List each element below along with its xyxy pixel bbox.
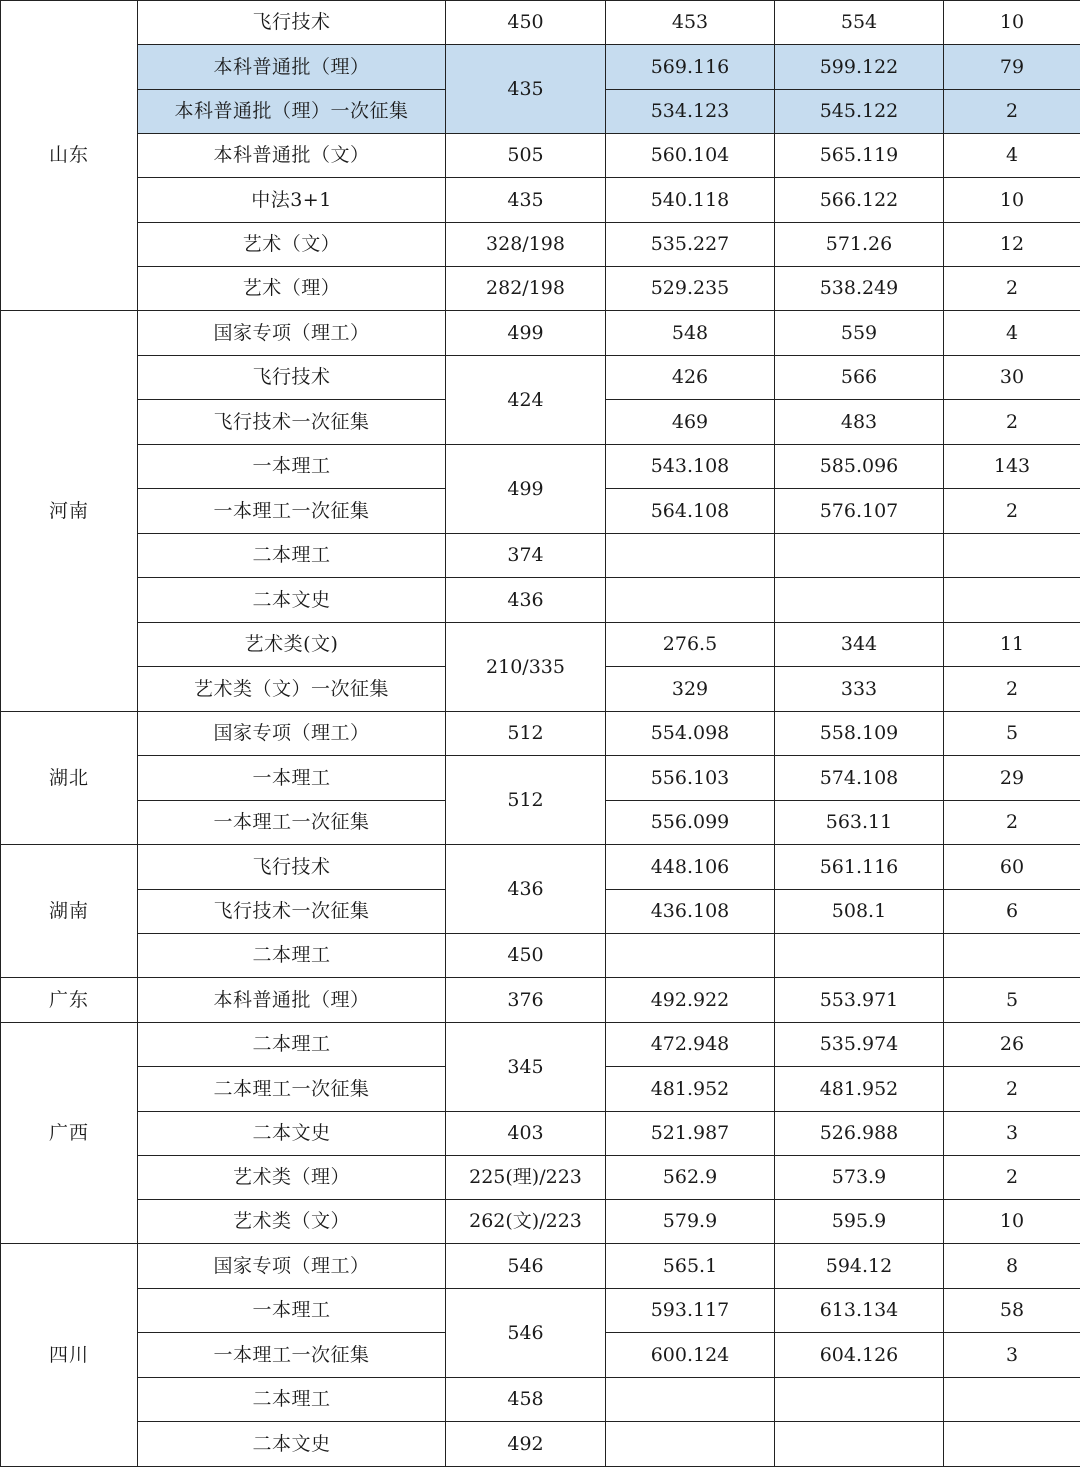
category-cell: 艺术（理） [138, 267, 446, 311]
category-cell: 国家专项（理工） [138, 1244, 446, 1289]
max-score-cell [775, 934, 944, 978]
min-score-cell: 436.108 [606, 890, 775, 934]
table-row [1, 978, 1080, 1023]
control-line-cell: 499 [446, 445, 606, 534]
category-cell: 二本文史 [138, 578, 446, 623]
max-score-cell: 333 [775, 667, 944, 712]
max-score-cell: 604.126 [775, 1333, 944, 1378]
control-line-cell: 546 [446, 1289, 606, 1378]
category-cell: 一本理工 [138, 445, 446, 489]
table-row [1, 1, 1080, 45]
min-score-cell: 593.117 [606, 1289, 775, 1333]
min-score-cell: 529.235 [606, 267, 775, 311]
min-score-cell: 562.9 [606, 1156, 775, 1200]
max-score-cell: 535.974 [775, 1023, 944, 1067]
max-score-cell: 526.988 [775, 1112, 944, 1156]
min-score-cell: 569.116 [606, 45, 775, 90]
admitted-count-cell: 11 [944, 623, 1080, 667]
table-row [1, 311, 1080, 356]
table-row [1, 1200, 1080, 1244]
max-score-cell: 594.12 [775, 1244, 944, 1289]
category-cell: 一本理工一次征集 [138, 1333, 446, 1378]
category-cell: 飞行技术 [138, 356, 446, 400]
category-cell: 艺术类（理） [138, 1156, 446, 1200]
province-cell: 广西 [1, 1023, 138, 1244]
table-row [1, 1422, 1080, 1467]
category-cell: 二本文史 [138, 1422, 446, 1467]
admitted-count-cell: 60 [944, 845, 1080, 890]
admitted-count-cell: 5 [944, 978, 1080, 1023]
province-cell: 山东 [1, 1, 138, 311]
min-score-cell: 543.108 [606, 445, 775, 489]
max-score-cell [775, 1378, 944, 1422]
min-score-cell: 548 [606, 311, 775, 356]
min-score-cell: 556.103 [606, 756, 775, 801]
min-score-cell: 565.1 [606, 1244, 775, 1289]
admitted-count-cell: 26 [944, 1023, 1080, 1067]
category-cell: 飞行技术一次征集 [138, 400, 446, 445]
control-line-cell: 458 [446, 1378, 606, 1422]
control-line-cell: 435 [446, 178, 606, 223]
category-cell: 艺术（文） [138, 223, 446, 267]
admitted-count-cell: 58 [944, 1289, 1080, 1333]
admitted-count-cell [944, 534, 1080, 578]
category-cell: 二本理工 [138, 534, 446, 578]
table-row [1, 1378, 1080, 1422]
control-line-cell: 499 [446, 311, 606, 356]
max-score-cell: 613.134 [775, 1289, 944, 1333]
admitted-count-cell: 2 [944, 1156, 1080, 1200]
admitted-count-cell [944, 578, 1080, 623]
province-cell: 湖北 [1, 712, 138, 845]
table-row [1, 267, 1080, 311]
province-cell: 河南 [1, 311, 138, 712]
admitted-count-cell: 2 [944, 1067, 1080, 1112]
table-row [1, 1289, 1080, 1333]
control-line-cell: 376 [446, 978, 606, 1023]
admitted-count-cell: 2 [944, 90, 1080, 134]
category-cell: 一本理工一次征集 [138, 489, 446, 534]
max-score-cell: 538.249 [775, 267, 944, 311]
control-line-cell: 505 [446, 134, 606, 178]
min-score-cell: 560.104 [606, 134, 775, 178]
category-cell: 二本理工 [138, 1378, 446, 1422]
max-score-cell: 565.119 [775, 134, 944, 178]
min-score-cell: 554.098 [606, 712, 775, 756]
max-score-cell: 599.122 [775, 45, 944, 90]
max-score-cell: 595.9 [775, 1200, 944, 1244]
province-cell: 湖南 [1, 845, 138, 978]
control-line-cell: 546 [446, 1244, 606, 1289]
max-score-cell: 585.096 [775, 445, 944, 489]
min-score-cell: 481.952 [606, 1067, 775, 1112]
admitted-count-cell: 30 [944, 356, 1080, 400]
min-score-cell: 472.948 [606, 1023, 775, 1067]
control-line-cell: 492 [446, 1422, 606, 1467]
min-score-cell: 556.099 [606, 801, 775, 845]
control-line-cell: 436 [446, 578, 606, 623]
admitted-count-cell: 4 [944, 134, 1080, 178]
min-score-cell: 521.987 [606, 1112, 775, 1156]
table-row [1, 845, 1080, 890]
min-score-cell: 492.922 [606, 978, 775, 1023]
control-line-cell: 328/198 [446, 223, 606, 267]
max-score-cell: 561.116 [775, 845, 944, 890]
control-line-cell: 512 [446, 756, 606, 845]
control-line-cell: 435 [446, 45, 606, 134]
min-score-cell: 600.124 [606, 1333, 775, 1378]
admitted-count-cell: 2 [944, 801, 1080, 845]
max-score-cell: 508.1 [775, 890, 944, 934]
table-row [1, 356, 1080, 400]
admitted-count-cell: 5 [944, 712, 1080, 756]
control-line-cell: 424 [446, 356, 606, 445]
control-line-cell: 345 [446, 1023, 606, 1112]
admitted-count-cell [944, 934, 1080, 978]
category-cell: 二本理工 [138, 1023, 446, 1067]
table-row [1, 1023, 1080, 1067]
min-score-cell: 448.106 [606, 845, 775, 890]
category-cell: 国家专项（理工） [138, 311, 446, 356]
max-score-cell: 554 [775, 1, 944, 45]
admitted-count-cell: 6 [944, 890, 1080, 934]
admitted-count-cell: 8 [944, 1244, 1080, 1289]
table-row [1, 712, 1080, 756]
control-line-cell: 450 [446, 1, 606, 45]
max-score-cell: 573.9 [775, 1156, 944, 1200]
max-score-cell: 344 [775, 623, 944, 667]
table-row [1, 178, 1080, 223]
min-score-cell: 276.5 [606, 623, 775, 667]
control-line-cell: 210/335 [446, 623, 606, 712]
category-cell: 艺术类（文） [138, 1200, 446, 1244]
max-score-cell: 563.11 [775, 801, 944, 845]
max-score-cell: 566.122 [775, 178, 944, 223]
category-cell: 一本理工 [138, 756, 446, 801]
admitted-count-cell: 12 [944, 223, 1080, 267]
min-score-cell: 453 [606, 1, 775, 45]
category-cell: 一本理工 [138, 1289, 446, 1333]
control-line-cell: 262(文)/223 [446, 1200, 606, 1244]
control-line-cell: 450 [446, 934, 606, 978]
category-cell: 本科普通批（理） [138, 45, 446, 90]
max-score-cell: 558.109 [775, 712, 944, 756]
category-cell: 本科普通批（理） [138, 978, 446, 1023]
control-line-cell: 225(理)/223 [446, 1156, 606, 1200]
table-row [1, 134, 1080, 178]
category-cell: 本科普通批（理）一次征集 [138, 90, 446, 134]
admitted-count-cell: 2 [944, 400, 1080, 445]
admitted-count-cell: 3 [944, 1333, 1080, 1378]
admitted-count-cell: 2 [944, 489, 1080, 534]
table-row [1, 934, 1080, 978]
category-cell: 一本理工一次征集 [138, 801, 446, 845]
min-score-cell [606, 934, 775, 978]
admitted-count-cell [944, 1422, 1080, 1467]
admitted-count-cell: 29 [944, 756, 1080, 801]
min-score-cell: 579.9 [606, 1200, 775, 1244]
max-score-cell [775, 1422, 944, 1467]
admitted-count-cell: 2 [944, 667, 1080, 712]
table-row [1, 1112, 1080, 1156]
category-cell: 二本理工 [138, 934, 446, 978]
table-row [1, 756, 1080, 801]
min-score-cell: 540.118 [606, 178, 775, 223]
max-score-cell: 553.971 [775, 978, 944, 1023]
control-line-cell: 512 [446, 712, 606, 756]
max-score-cell [775, 578, 944, 623]
category-cell: 国家专项（理工） [138, 712, 446, 756]
province-cell: 广东 [1, 978, 138, 1023]
category-cell: 二本理工一次征集 [138, 1067, 446, 1112]
min-score-cell: 426 [606, 356, 775, 400]
admitted-count-cell: 10 [944, 1200, 1080, 1244]
min-score-cell: 329 [606, 667, 775, 712]
table-row [1, 445, 1080, 489]
min-score-cell [606, 534, 775, 578]
table-row [1, 534, 1080, 578]
table-row [1, 623, 1080, 667]
category-cell: 飞行技术 [138, 845, 446, 890]
max-score-cell: 574.108 [775, 756, 944, 801]
admitted-count-cell: 10 [944, 178, 1080, 223]
min-score-cell [606, 578, 775, 623]
category-cell: 飞行技术 [138, 1, 446, 45]
admitted-count-cell: 4 [944, 311, 1080, 356]
max-score-cell: 559 [775, 311, 944, 356]
control-line-cell: 403 [446, 1112, 606, 1156]
max-score-cell: 483 [775, 400, 944, 445]
admitted-count-cell: 2 [944, 267, 1080, 311]
admitted-count-cell: 10 [944, 1, 1080, 45]
admitted-count-cell: 3 [944, 1112, 1080, 1156]
category-cell: 飞行技术一次征集 [138, 890, 446, 934]
min-score-cell [606, 1378, 775, 1422]
min-score-cell: 564.108 [606, 489, 775, 534]
max-score-cell: 576.107 [775, 489, 944, 534]
table-row [1, 1244, 1080, 1289]
control-line-cell: 374 [446, 534, 606, 578]
category-cell: 二本文史 [138, 1112, 446, 1156]
table-row [1, 578, 1080, 623]
max-score-cell: 566 [775, 356, 944, 400]
table-row [1, 223, 1080, 267]
table-row [1, 45, 1080, 90]
admitted-count-cell [944, 1378, 1080, 1422]
min-score-cell: 534.123 [606, 90, 775, 134]
max-score-cell: 571.26 [775, 223, 944, 267]
category-cell: 艺术类（文）一次征集 [138, 667, 446, 712]
admitted-count-cell: 79 [944, 45, 1080, 90]
min-score-cell: 535.227 [606, 223, 775, 267]
min-score-cell [606, 1422, 775, 1467]
category-cell: 中法3+1 [138, 178, 446, 223]
control-line-cell: 436 [446, 845, 606, 934]
min-score-cell: 469 [606, 400, 775, 445]
max-score-cell: 545.122 [775, 90, 944, 134]
admission-scores-body [1, 1, 1080, 1467]
table-row [1, 1156, 1080, 1200]
province-cell: 四川 [1, 1244, 138, 1467]
category-cell: 本科普通批（文） [138, 134, 446, 178]
category-cell: 艺术类(文) [138, 623, 446, 667]
control-line-cell: 282/198 [446, 267, 606, 311]
max-score-cell: 481.952 [775, 1067, 944, 1112]
admitted-count-cell: 143 [944, 445, 1080, 489]
max-score-cell [775, 534, 944, 578]
